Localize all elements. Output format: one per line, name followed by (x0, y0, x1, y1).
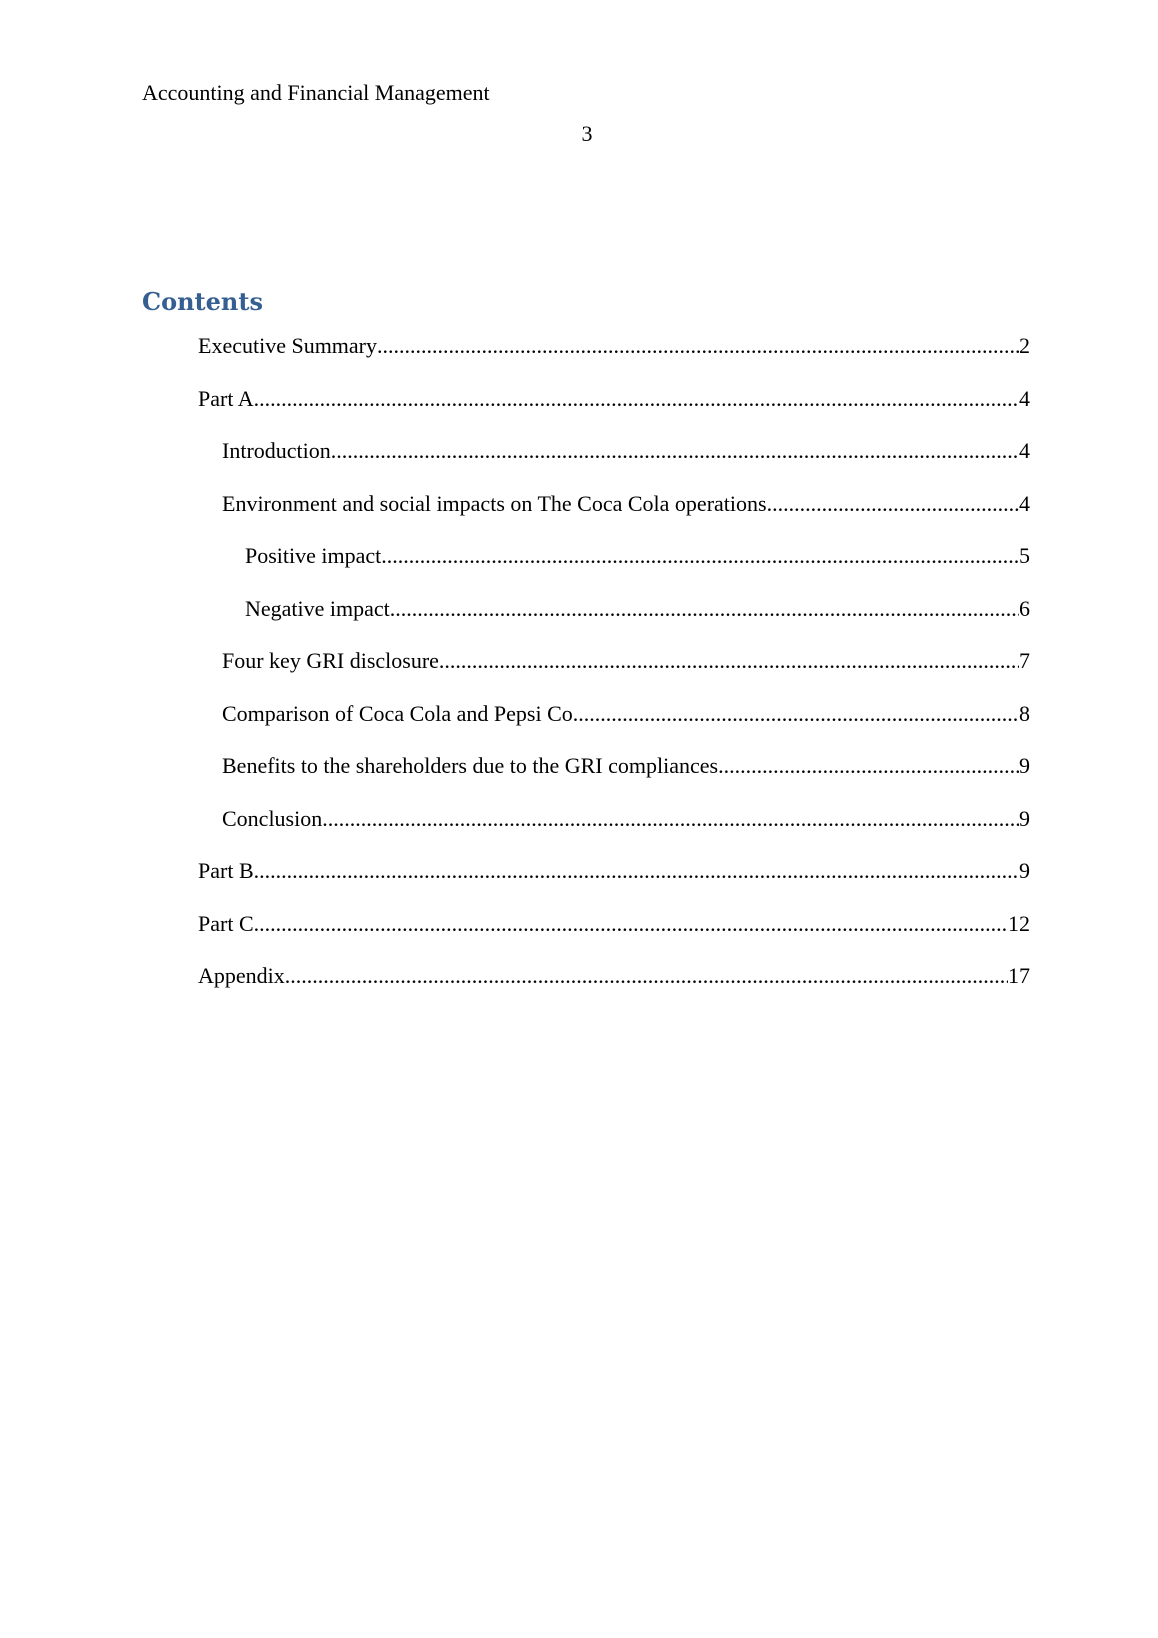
running-head: Accounting and Financial Management (142, 80, 490, 105)
toc-entry-title: Introduction (222, 438, 331, 463)
toc-entry-page: 8 (1019, 700, 1030, 726)
toc-entry-page: 2 (1019, 333, 1030, 358)
toc-entry-page: 9 (1019, 858, 1030, 883)
toc-entry[interactable] (0, 542, 1158, 595)
toc-dot-leader (573, 700, 1019, 728)
toc-dot-leader (439, 647, 1019, 675)
toc-dot-leader (322, 805, 1019, 833)
toc-heading: Contents (142, 287, 263, 316)
toc-dot-leader (254, 910, 1008, 938)
toc-dot-leader (377, 332, 1019, 360)
toc-entry[interactable] (0, 437, 1158, 490)
toc-entry-title: Part B (198, 858, 254, 883)
toc-entry[interactable] (0, 647, 1158, 700)
toc-entry-title: Conclusion (222, 805, 323, 831)
toc-entry-title: Part C (198, 910, 254, 936)
toc-entry-title: Appendix (198, 963, 285, 988)
toc-entry[interactable] (0, 857, 1158, 910)
toc-dot-leader (381, 542, 1019, 570)
toc-dot-leader (254, 857, 1019, 885)
toc-entry-page: 17 (1008, 963, 1030, 988)
toc-dot-leader (285, 962, 1008, 990)
toc-entry-title: Executive Summary (198, 333, 378, 358)
toc-dot-leader (331, 437, 1019, 465)
toc-entry[interactable] (0, 385, 1158, 438)
toc-entry-page: 5 (1019, 543, 1030, 568)
toc-entry[interactable] (0, 962, 1158, 1015)
toc-entry-page: 4 (1019, 490, 1030, 516)
toc-entry[interactable] (0, 805, 1158, 858)
toc-entry-title: Part A (198, 385, 254, 411)
toc-entry-page: 4 (1019, 385, 1030, 411)
toc-entry[interactable] (0, 490, 1158, 543)
table-of-contents (0, 332, 1158, 1015)
toc-entry[interactable] (0, 595, 1158, 648)
toc-entry[interactable] (0, 752, 1158, 805)
toc-entry-title: Positive impact (245, 543, 382, 568)
toc-entry-page: 7 (1019, 648, 1030, 673)
toc-entry-title: Benefits to the shareholders due to the GRI compliances (222, 753, 719, 778)
toc-dot-leader (718, 752, 1019, 780)
toc-entry-title: Environment and social impacts on The Coca Cola operations (222, 490, 767, 516)
toc-dot-leader (767, 490, 1019, 518)
toc-dot-leader (254, 385, 1019, 413)
toc-entry-title: Four key GRI disclosure (222, 648, 439, 673)
toc-entry[interactable] (0, 910, 1158, 963)
toc-entry-page: 9 (1019, 753, 1030, 778)
toc-entry-page: 12 (1008, 910, 1030, 936)
toc-entry-page: 6 (1019, 595, 1030, 621)
toc-entry[interactable] (0, 332, 1158, 385)
toc-entry-page: 4 (1019, 438, 1030, 463)
toc-entry-page: 9 (1019, 805, 1030, 831)
toc-dot-leader (390, 595, 1019, 623)
toc-entry-title: Negative impact (245, 595, 390, 621)
toc-entry[interactable] (0, 700, 1158, 753)
toc-entry-title: Comparison of Coca Cola and Pepsi Co (222, 700, 573, 726)
page-number: 3 (581, 121, 593, 146)
